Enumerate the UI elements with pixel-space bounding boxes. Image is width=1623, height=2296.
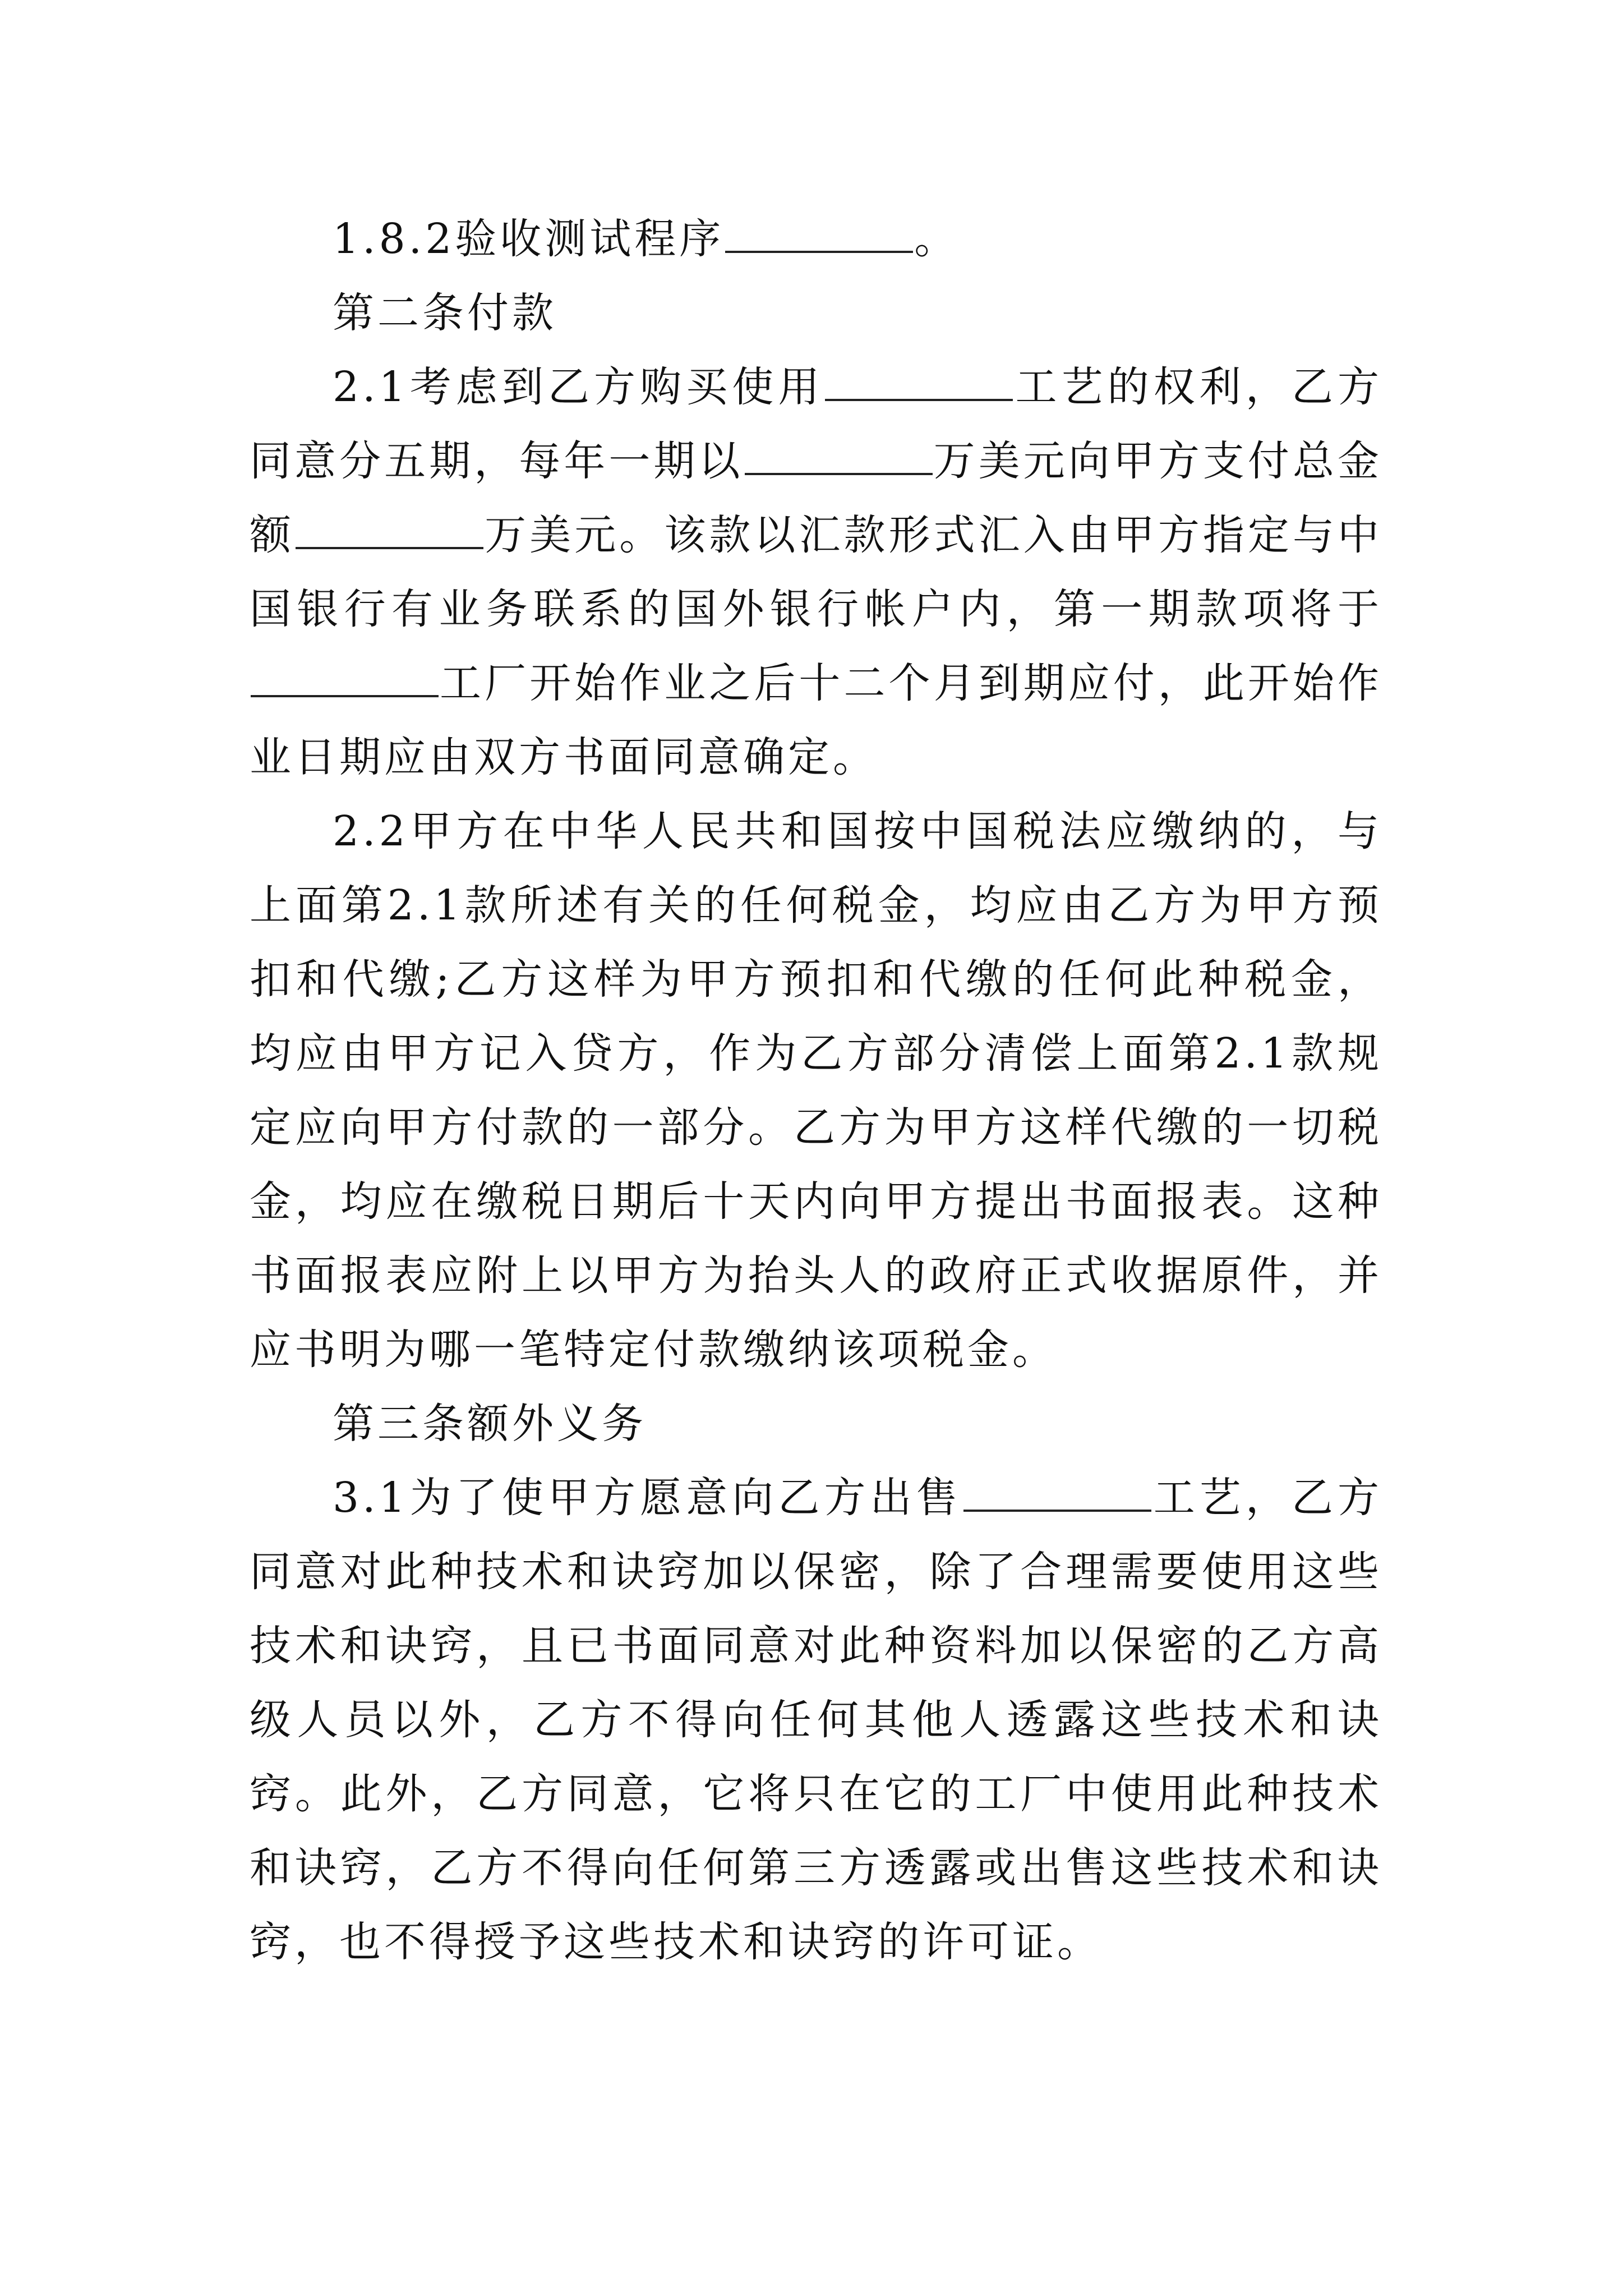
article-2-heading	[250, 276, 1382, 350]
fill-in-blank[interactable]	[725, 250, 913, 253]
fill-in-blank[interactable]	[825, 398, 1013, 401]
heading-text: 第二条付款	[333, 289, 557, 337]
clause-text: 工艺，乙方同意对此种技术和诀窍加以保密，除了合理需要使用这些技术和诀窍，且已书面同意对此种资料加以保密的乙方高级人员以外，乙方不得向任何其他人透露这些技术和诀窍。此外，乙方同意，它将只在它的工厂中使用此种技术和诀窍，乙方不得向任何第三方透露或出售这些技术和诀窍，也不得授予这些技术和诀窍的许可证。	[250, 1474, 1383, 1966]
document-body	[250, 202, 1382, 1979]
fill-in-blank[interactable]	[296, 546, 483, 549]
clause-2-2	[250, 794, 1382, 1387]
clause-text: 1.8.2验收测试程序	[333, 215, 725, 263]
clause-text: 2.2甲方在中华人民共和国按中国税法应缴纳的，与上面第2.1款所述有关的任何税金，均应由乙方为甲方预扣和代缴;乙方这样为甲方预扣和代缴的任何此种税金，均应由甲方记入贷方，作为乙方部分清偿上面第2.1款规定应向甲方付款的一部分。乙方为甲方这样代缴的一切税金，均应在缴税日期后十天内向甲方提出书面报表。这种书面报表应附上以甲方为抬头人的政府正式收据原件，并应书明为哪一笔特定付款缴纳该项税金。	[250, 807, 1382, 1374]
fill-in-blank[interactable]	[963, 1509, 1151, 1512]
clause-text: 万美元向甲方支付总金额	[250, 437, 1383, 559]
clause-text: 2.1考虑到乙方购买使用	[333, 363, 824, 411]
clause-2-1	[250, 350, 1382, 794]
article-3-heading	[250, 1387, 1382, 1461]
clause-text: 3.1为了使甲方愿意向乙方出售	[333, 1474, 962, 1522]
heading-text: 第三条额外义务	[333, 1400, 647, 1448]
clause-text: 工厂开始作业之后十二个月到期应付，此开始作业日期应由双方书面同意确定。	[250, 659, 1382, 781]
fill-in-blank[interactable]	[251, 694, 439, 697]
clause-text: 万美元。该款以汇款形式汇入由甲方指定与中国银行有业务联系的国外银行帐户内，第一期款项将于	[250, 511, 1383, 633]
clause-text: 工艺的权利，乙方同意分五期，每年一期以	[250, 363, 1383, 485]
clause-1-8-2	[250, 202, 1382, 276]
clause-3-1	[250, 1461, 1382, 1979]
fill-in-blank[interactable]	[745, 472, 933, 475]
clause-text: 。	[914, 215, 960, 263]
